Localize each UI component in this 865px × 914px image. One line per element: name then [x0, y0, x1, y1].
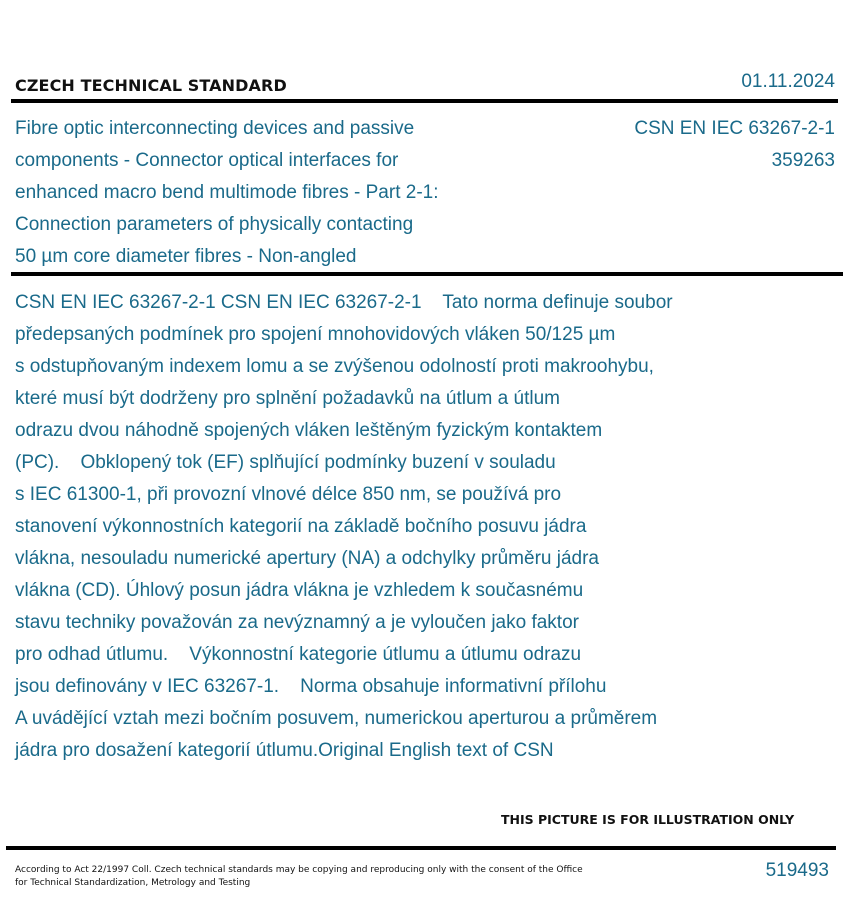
standard-title: [15, 113, 515, 273]
abstract-line: vlákna (CD). Úhlový posun jádra vlákna je vzhledem k současnému: [15, 580, 584, 601]
header-divider: [11, 99, 838, 103]
title-line: Connection parameters of physically contacting: [15, 214, 414, 235]
standard-number: CSN EN IEC 63267-2-1: [634, 118, 835, 139]
abstract-text: [15, 287, 815, 767]
abstract-line: jsou definovány v IEC 63267-1. Norma obsahuje informativní přílohu: [15, 676, 607, 697]
abstract-line: jádra pro dosažení kategorií útlumu.Original English text of CSN: [15, 740, 554, 761]
illustration-notice: THIS PICTURE IS FOR ILLUSTRATION ONLY: [501, 812, 795, 827]
legal-notice-line: According to Act 22/1997 Coll. Czech technical standards may be copying and reproducing only with the consent of the Office: [15, 865, 583, 875]
abstract-line: s IEC 61300-1, při provozní vlnové délce 850 nm, se používá pro: [15, 484, 562, 505]
legal-notice-line: for Technical Standardization, Metrology and Testing: [15, 878, 251, 888]
abstract-line: s odstupňovaným indexem lomu a se zvýšenou odolností proti makroohybu,: [15, 356, 654, 377]
publication-date: 01.11.2024: [741, 71, 835, 92]
abstract-line: odrazu dvou náhodně spojených vláken leštěným fyzickým kontaktem: [15, 420, 603, 441]
abstract-line: (PC). Obklopený tok (EF) splňující podmínky buzení v souladu: [15, 452, 556, 473]
abstract-line: předepsaných podmínek pro spojení mnohovidových vláken 50/125 µm: [15, 324, 616, 345]
document-id-number: 519493: [765, 860, 829, 881]
title-line: components - Connector optical interfaces for: [15, 150, 399, 171]
footer-divider: [6, 846, 836, 850]
title-line: enhanced macro bend multimode fibres - Part 2-1:: [15, 182, 439, 203]
abstract-line: CSN EN IEC 63267-2-1 CSN EN IEC 63267-2-1 Tato norma definuje soubor: [15, 292, 673, 313]
abstract-line: vlákna, nesouladu numerické apertury (NA) a odchylky průměru jádra: [15, 548, 599, 569]
title-line: 50 µm core diameter fibres - Non-angled: [15, 246, 357, 267]
standard-codes: [634, 113, 835, 177]
classification-number: 359263: [771, 150, 835, 171]
abstract-line: stavu techniky považován za nevýznamný a je vyloučen jako faktor: [15, 612, 579, 633]
abstract-line: stanovení výkonnostních kategorií na základě bočního posuvu jádra: [15, 516, 587, 537]
title-line: Fibre optic interconnecting devices and passive: [15, 118, 415, 139]
abstract-line: které musí být dodrženy pro splnění požadavků na útlum a útlum: [15, 388, 560, 409]
abstract-line: A uvádějící vztah mezi bočním posuvem, numerickou aperturou a průměrem: [15, 708, 658, 729]
document-type-label: CZECH TECHNICAL STANDARD: [15, 76, 287, 95]
title-divider: [11, 272, 843, 276]
legal-notice: [15, 864, 595, 890]
abstract-line: pro odhad útlumu. Výkonnostní kategorie útlumu a útlumu odrazu: [15, 644, 582, 665]
